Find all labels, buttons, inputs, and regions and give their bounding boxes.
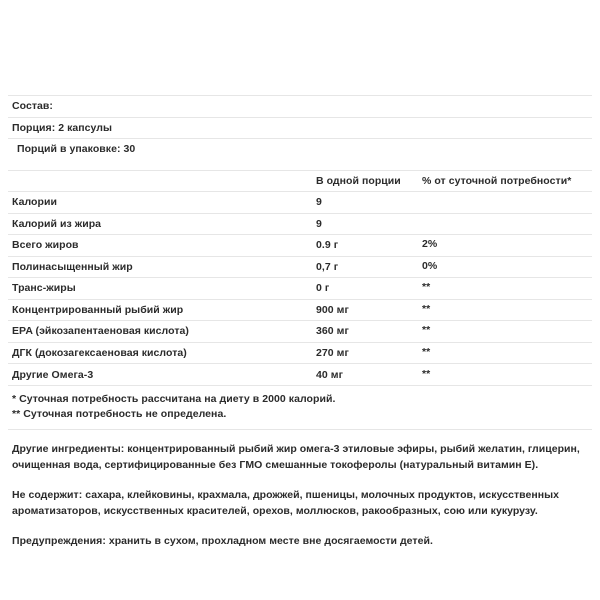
table-row [8,256,592,278]
serving-info-row-composition [8,95,592,117]
table-row [8,278,592,300]
warnings-paragraph: Предупреждения: хранить в сухом, прохладном месте вне досягаемости детей. [12,535,433,547]
table-row [8,213,592,235]
supplement-facts-panel [8,95,592,550]
serving-info-row-servings-per-container [8,138,592,160]
table-row [8,299,592,321]
nutrient-daily-value: ** [418,341,592,363]
nutrient-daily-value: 0% [418,255,592,277]
nutrition-table-body [8,192,592,386]
nutrient-amount: 0 г [312,278,418,300]
other-ingredients-paragraph: Другие ингредиенты: концентрированный рыбий жир омега-3 этиловые эфиры, рыбий желатин, глицерин, очищенная вода, сертифицированные без ГМО смешанные токоферолы (натуральный витамин Е). [12,443,580,471]
servings-per-container-label: Порций в упаковке: 30 [17,143,136,156]
table-header-row [8,170,592,192]
column-header-amount-per-serving: В одной порции [312,170,418,192]
nutrient-name: EPA (эйкозапентаеновая кислота) [8,321,312,343]
serving-size-label: Порция: 2 капсулы [12,121,113,134]
nutrient-amount: 0.9 г [312,235,418,257]
table-row [8,364,592,386]
nutrient-name: ДГК (докозагексаеновая кислота) [8,342,312,364]
table-row [8,342,592,364]
nutrient-daily-value: ** [418,298,592,320]
nutrient-name: Концентрированный рыбий жир [8,299,312,321]
nutrient-amount: 360 мг [312,321,418,343]
column-header-daily-value: % от суточной потребности* [418,170,592,192]
nutrition-table [8,170,592,386]
nutrient-name: Другие Омега-3 [8,364,312,386]
nutrient-name: Полинасыщенный жир [8,256,312,278]
nutrient-daily-value: ** [418,363,592,385]
serving-info-block [8,95,592,160]
table-row [8,321,592,343]
footnote-daily-value-basis: * Суточная потребность рассчитана на диету в 2000 калорий. [12,393,336,405]
nutrient-amount: 9 [312,192,418,214]
nutrient-daily-value [418,212,592,234]
column-header-nutrient [8,170,312,192]
footnotes-block [8,385,592,429]
composition-label: Состав: [12,100,53,113]
serving-info-row-serving-size [8,117,592,139]
nutrient-amount: 9 [312,213,418,235]
nutrient-daily-value: 2% [418,234,592,256]
free-from-paragraph: Не содержит: сахара, клейковины, крахмала, дрожжей, пшеницы, молочных продуктов, искусственных ароматизаторов, искусственных красителей, орехов, моллюсков, ракообразных, сою или кукурузу. [12,489,560,517]
footnote-daily-value-undetermined: ** Суточная потребность не определена. [12,408,227,420]
nutrient-name: Калории [8,192,312,214]
nutrient-daily-value: ** [418,320,592,342]
nutrient-name: Всего жиров [8,235,312,257]
nutrient-daily-value [418,191,592,213]
nutrient-amount: 0,7 г [312,256,418,278]
nutrient-amount: 40 мг [312,364,418,386]
table-row [8,235,592,257]
nutrient-amount: 900 мг [312,299,418,321]
nutrient-name: Транс-жиры [8,278,312,300]
nutrition-table-header [8,170,592,192]
nutrient-daily-value: ** [418,277,592,299]
nutrient-name: Калорий из жира [8,213,312,235]
table-row [8,192,592,214]
nutrient-amount: 270 мг [312,342,418,364]
prose-block [8,429,592,550]
